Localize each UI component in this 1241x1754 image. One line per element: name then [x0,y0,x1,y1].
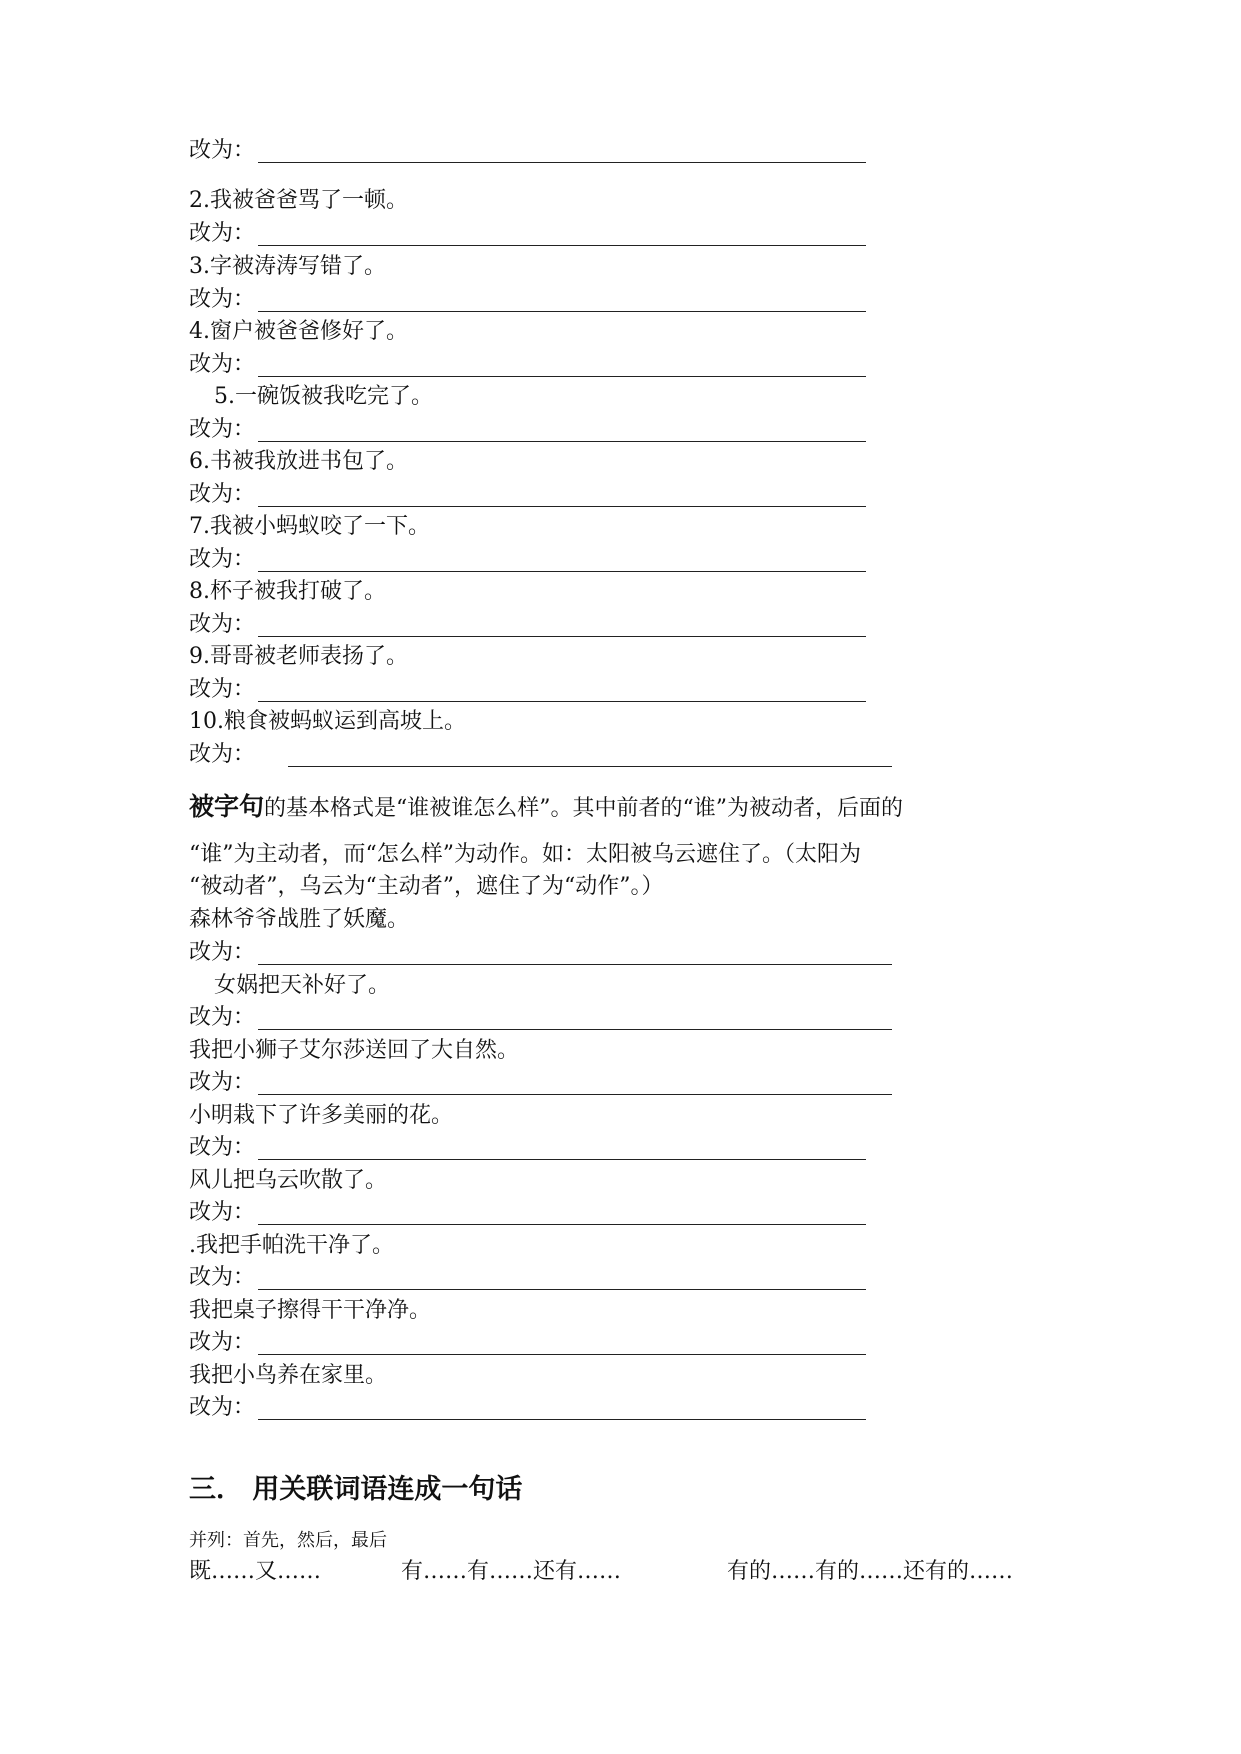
parallel-conjunction-label: 并列：首先，然后，最后 [189,1530,387,1551]
answer-label: 改为： [189,1135,256,1160]
answer-label: 改为： [189,1070,256,1095]
exercise-sentence: 4.窗户被爸爸修好了。 [189,319,408,344]
answer-blank[interactable] [258,571,866,572]
answer-label: 改为： [189,287,256,312]
answer-blank[interactable] [258,1029,892,1030]
section-title: 三． 用关联词语连成一句话 [189,1474,523,1505]
answer-label: 改为： [189,417,256,442]
exercise-sentence: 森林爷爷战胜了妖魔。 [189,907,410,932]
exercise-sentence: 9.哥哥被老师表扬了。 [189,644,408,669]
answer-label: 改为： [189,1005,256,1030]
answer-blank[interactable] [258,162,866,163]
answer-blank[interactable] [258,1354,866,1355]
exercise-sentence: 我把小狮子艾尔莎送回了大自然。 [189,1038,520,1063]
answer-label: 改为： [189,940,256,965]
answer-label: 改为： [189,547,256,572]
answer-label: 改为： [189,1200,256,1225]
exercise-sentence: 8.杯子被我打破了。 [189,579,386,604]
exercise-sentence: 我把小鸟养在家里。 [189,1363,388,1388]
rule-term: 被字句 [189,792,265,821]
exercise-sentence: 3.字被涛涛写错了。 [189,254,386,279]
answer-blank[interactable] [258,701,866,702]
exercise-sentence: .我把手帕洗干净了。 [189,1233,394,1258]
rule-paragraph-line-1 [189,790,1059,826]
answer-label: 改为： [189,1330,256,1355]
exercise-sentence: 10.粮食被蚂蚁运到高坡上。 [189,709,466,734]
answer-label: 改为： [189,742,256,767]
conjunction-pattern-1: 既……又…… [189,1559,322,1584]
answer-blank[interactable] [258,506,866,507]
answer-blank[interactable] [258,1224,866,1225]
exercise-sentence: 女娲把天补好了。 [214,973,391,998]
answer-label: 改为： [189,1395,256,1420]
exercise-sentence: 小明栽下了许多美丽的花。 [189,1103,454,1128]
answer-label: 改为： [189,221,256,246]
exercise-sentence: 6.书被我放进书包了。 [189,449,408,474]
exercise-sentence: 我把桌子擦得干干净净。 [189,1298,432,1323]
exercise-sentence: 风儿把乌云吹散了。 [189,1168,388,1193]
answer-label: 改为： [189,612,256,637]
exercise-sentence: 7.我被小蚂蚁咬了一下。 [189,514,430,539]
answer-blank[interactable] [258,1419,866,1420]
answer-blank[interactable] [258,1289,866,1290]
answer-blank[interactable] [258,245,866,246]
rule-paragraph-line-2: “谁”为主动者，而“怎么样”为动作。如：太阳被乌云遮住了。（太阳为 [189,842,861,867]
answer-label: 改为： [189,482,256,507]
answer-blank[interactable] [258,441,866,442]
answer-label: 改为： [189,138,256,163]
answer-blank[interactable] [258,1159,866,1160]
conjunction-pattern-3: 有的……有的……还有的…… [727,1559,1014,1584]
answer-blank[interactable] [258,1094,892,1095]
answer-blank[interactable] [258,636,866,637]
exercise-sentence: 2.我被爸爸骂了一顿。 [189,188,408,213]
exercise-sentence: 5.一碗饭被我吃完了。 [214,384,433,409]
answer-label: 改为： [189,352,256,377]
answer-blank[interactable] [288,766,892,767]
answer-blank[interactable] [258,964,892,965]
rule-text: 的基本格式是“谁被谁怎么样”。其中前者的“谁”为被动者，后面的 [264,796,904,821]
conjunction-pattern-2: 有……有……还有…… [401,1559,622,1584]
answer-blank[interactable] [258,311,866,312]
answer-label: 改为： [189,1265,256,1290]
answer-label: 改为： [189,677,256,702]
answer-blank[interactable] [258,376,866,377]
rule-paragraph-line-3: “被动者”，乌云为“主动者”，遮住了为“动作”。） [189,874,664,899]
